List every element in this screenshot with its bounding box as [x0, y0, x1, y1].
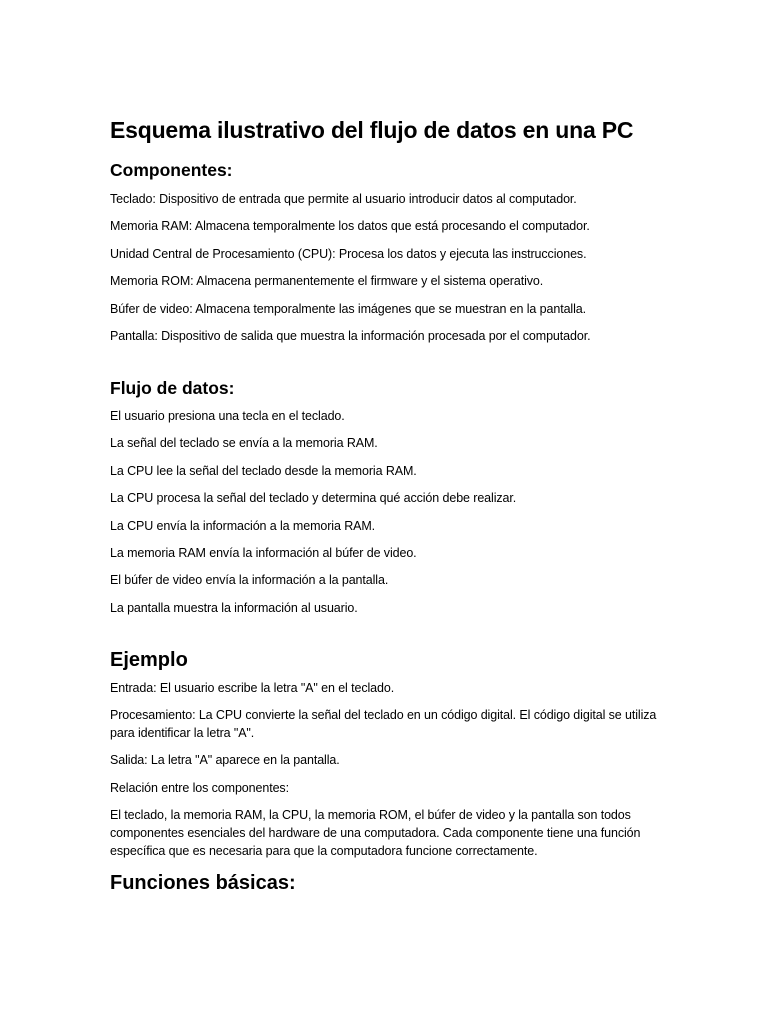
flujo-list [110, 407, 658, 617]
componentes-list [110, 190, 658, 345]
paragraph: Relación entre los componentes: [110, 780, 289, 795]
paragraph: La CPU lee la señal del teclado desde la memoria RAM. [110, 463, 417, 478]
paragraph: La CPU procesa la señal del teclado y determina qué acción debe realizar. [110, 491, 517, 506]
paragraph: La señal del teclado se envía a la memoria RAM. [110, 436, 378, 451]
paragraph: Memoria ROM: Almacena permanentemente el firmware y el sistema operativo. [110, 274, 544, 289]
paragraph: La CPU envía la información a la memoria RAM. [110, 518, 376, 533]
paragraph: Pantalla: Dispositivo de salida que muestra la información procesada por el computador. [110, 328, 591, 343]
section-heading-ejemplo: Ejemplo [110, 648, 188, 671]
paragraph: Teclado: Dispositivo de entrada que permite al usuario introducir datos al computador. [110, 192, 577, 206]
paragraph: Memoria RAM: Almacena temporalmente los datos que está procesando el computador. [110, 219, 590, 234]
document-title: Esquema ilustrativo del flujo de datos en una PC [110, 117, 634, 143]
ejemplo-list [110, 679, 658, 861]
section-heading-componentes: Componentes: [110, 160, 233, 180]
paragraph: La pantalla muestra la información al usuario. [110, 600, 358, 615]
paragraph: Entrada: El usuario escribe la letra "A" en el teclado. [110, 680, 395, 695]
paragraph: Procesamiento: La CPU convierte la señal del teclado en un código digital. El código digital se utiliza para identificar la letra "A". [110, 708, 657, 741]
paragraph: Unidad Central de Procesamiento (CPU): Procesa los datos y ejecuta las instrucciones. [110, 246, 587, 261]
paragraph: Salida: La letra "A" aparece en la pantalla. [110, 753, 340, 768]
paragraph: La memoria RAM envía la información al búfer de video. [110, 545, 417, 560]
paragraph: Búfer de video: Almacena temporalmente las imágenes que se muestran en la pantalla. [110, 301, 587, 316]
paragraph: El usuario presiona una tecla en el teclado. [110, 408, 345, 423]
section-heading-flujo: Flujo de datos: [110, 377, 235, 398]
paragraph: El teclado, la memoria RAM, la CPU, la memoria ROM, el búfer de video y la pantalla son todos componentes esenciales del hardware de una computadora. Cada componente tiene una función específica que es necesaria para que la computadora funcione correctamente. [110, 808, 641, 859]
section-heading-funciones: Funciones básicas: [110, 871, 296, 894]
paragraph: El búfer de video envía la información a la pantalla. [110, 573, 389, 588]
